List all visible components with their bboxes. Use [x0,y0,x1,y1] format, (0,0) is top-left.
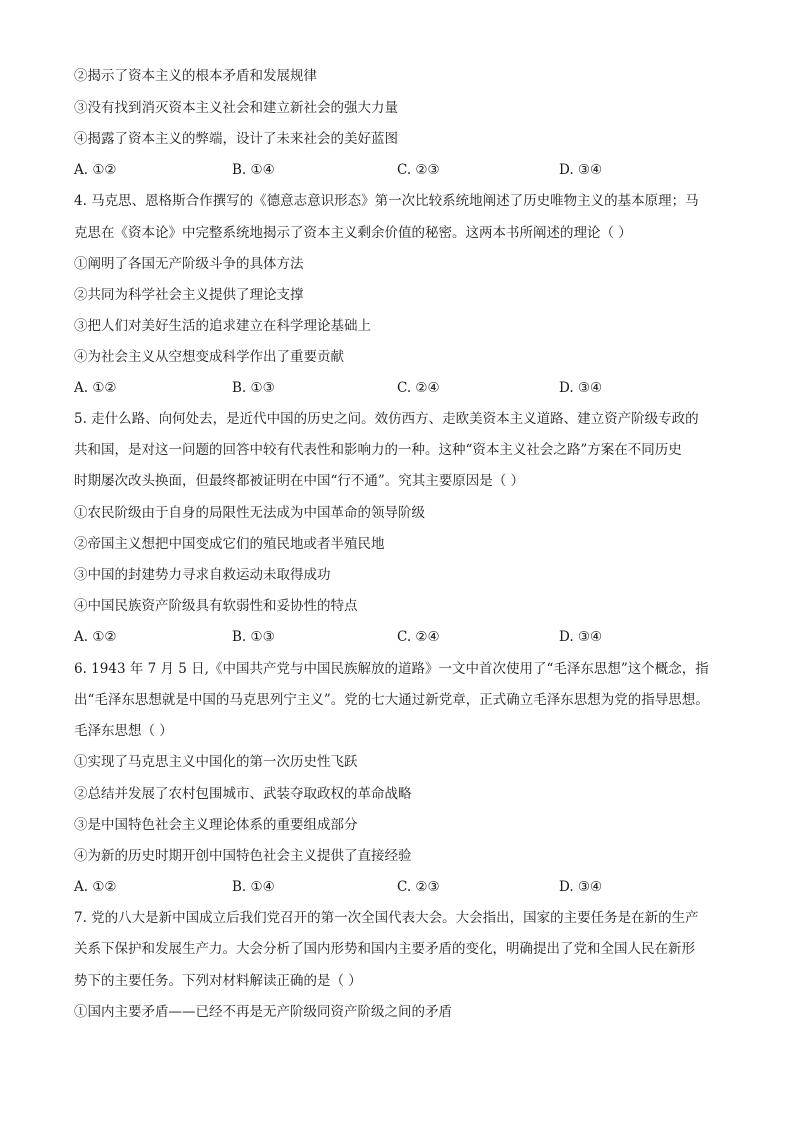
q6-statement-2: ②总结并发展了农村包围城市、武装夺取政权的革命战略 [74,786,412,802]
q4-option-d: D. ③④ [559,380,603,396]
q4-statement-1: ①阐明了各国无产阶级斗争的具体方法 [74,256,304,272]
q3-statement-2: ②揭示了资本主义的根本矛盾和发展规律 [74,68,317,84]
q7-stem-line-1: 7. 党的八大是新中国成立后我们党召开的第一次全国代表大会。大会指出，国家的主要任务是在新的生产 [74,910,699,926]
q4-statement-2: ②共同为科学社会主义提供了理论支撑 [74,287,304,303]
q5-option-c: C. ②④ [397,629,440,645]
q6-statement-4: ④为新的历史时期开创中国特色社会主义提供了直接经验 [74,848,412,864]
q4-options [74,379,724,397]
q4-stem-line-1: 4. 马克思、恩格斯合作撰写的《德意志意识形态》第一次比较系统地阐述了历史唯物主义的基本原理；马 [74,193,699,209]
q6-option-a: A. ①② [74,879,117,895]
q6-option-b: B. ①④ [232,879,275,895]
q6-stem-line-2: 出“毛泽东思想就是中国的马克思列宁主义”。党的七大通过新党章，正式确立毛泽东思想为党的指导思想。 [74,692,709,708]
q5-stem-line-2: 共和国，是对这一问题的回答中较有代表性和影响力的一种。这种“资本主义社会之路”方案在不同历史 [74,442,682,458]
q3-options [74,161,724,179]
q5-statement-2: ②帝国主义想把中国变成它们的殖民地或者半殖民地 [74,536,385,552]
q6-option-c: C. ②③ [397,879,440,895]
q4-statement-3: ③把人们对美好生活的追求建立在科学理论基础上 [74,318,371,334]
q4-option-b: B. ①③ [232,380,275,396]
q7-stem-line-3: 势下的主要任务。下列对材料解读正确的是（ ） [74,973,362,989]
q6-options [74,878,724,896]
q3-option-c: C. ②③ [397,162,440,178]
q5-statement-3: ③中国的封建势力寻求自救运动未取得成功 [74,567,331,583]
q6-stem-line-3: 毛泽东思想（ ） [74,723,173,739]
q4-option-a: A. ①② [74,380,117,396]
q6-statement-3: ③是中国特色社会主义理论体系的重要组成部分 [74,817,358,833]
q3-option-d: D. ③④ [559,162,603,178]
q4-statement-4: ④为社会主义从空想变成科学作出了重要贡献 [74,349,344,365]
q6-option-d: D. ③④ [559,879,603,895]
q5-options [74,628,724,646]
q6-statement-1: ①实现了马克思主义中国化的第一次历史性飞跃 [74,754,358,770]
q6-stem-line-1: 6. 1943 年 7 月 5 日,《中国共产党与中国民族解放的道路》一文中首次使用了“毛泽东思想”这个概念，指 [74,661,709,677]
q4-option-c: C. ②④ [397,380,440,396]
q3-statement-3: ③没有找到消灭资本主义社会和建立新社会的强大力量 [74,100,398,116]
q3-option-b: B. ①④ [232,162,275,178]
q5-statement-4: ④中国民族资产阶级具有软弱性和妥协性的特点 [74,598,358,614]
q3-option-a: A. ①② [74,162,117,178]
q7-statement-1: ①国内主要矛盾——已经不再是无产阶级同资产阶级之间的矛盾 [74,1004,452,1020]
q5-statement-1: ①农民阶级由于自身的局限性无法成为中国革命的领导阶级 [74,505,425,521]
q5-stem-line-1: 5. 走什么路、向何处去，是近代中国的历史之问。效仿西方、走欧美资本主义道路、建立资产阶级专政的 [74,411,699,427]
q7-stem-line-2: 关系下保护和发展生产力。大会分析了国内形势和国内主要矛盾的变化，明确提出了党和全国人民在新形 [74,941,695,957]
q5-stem-line-3: 时期屡次改头换面，但最终都被证明在中国“行不通”。究其主要原因是（ ） [74,473,525,489]
q5-option-d: D. ③④ [559,629,603,645]
q3-statement-4: ④揭露了资本主义的弊端，设计了未来社会的美好蓝图 [74,131,398,147]
q4-stem-line-2: 克思在《资本论》中完整系统地揭示了资本主义剩余价值的秘密。这两本书所阐述的理论（ ） [74,225,632,241]
q5-option-a: A. ①② [74,629,117,645]
q5-option-b: B. ①③ [232,629,275,645]
